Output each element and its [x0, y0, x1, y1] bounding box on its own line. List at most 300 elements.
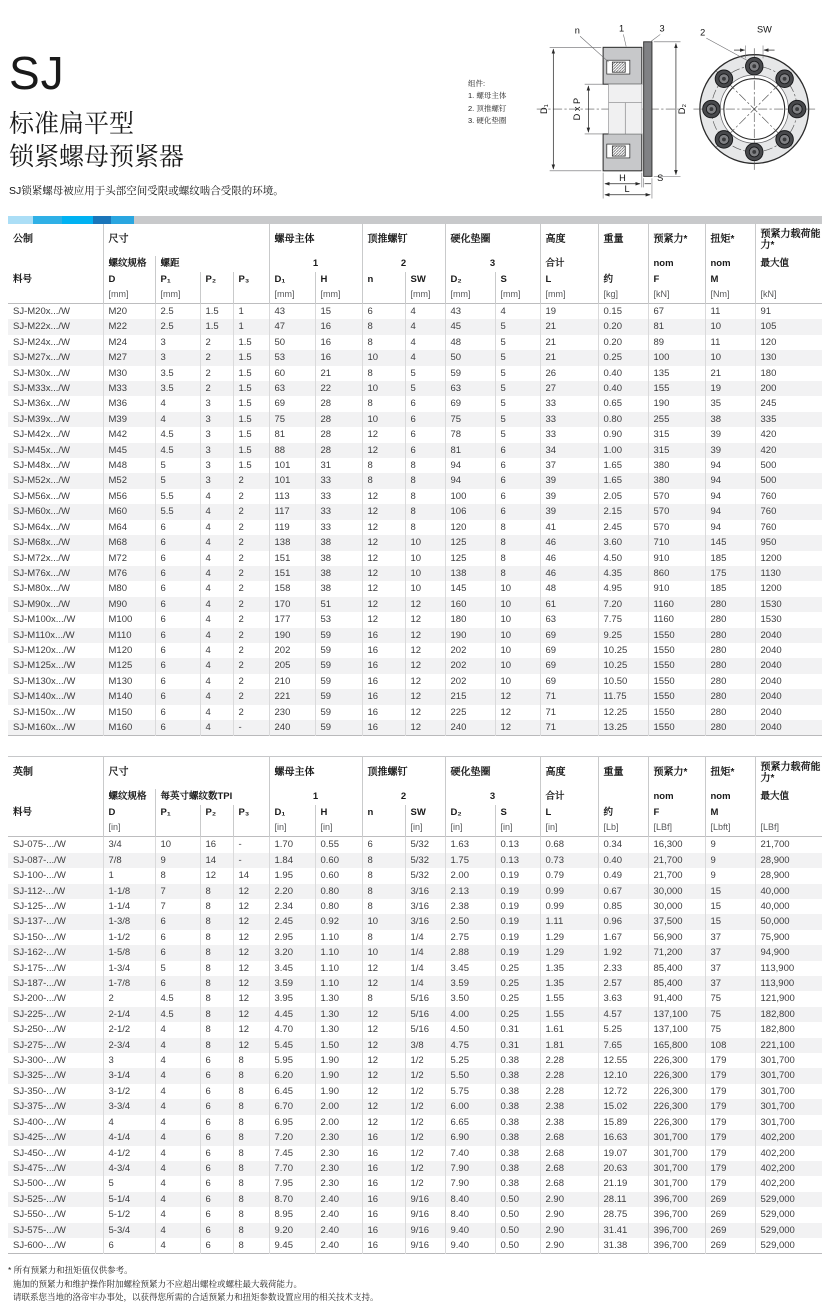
table-cell: 4 [200, 705, 233, 720]
table-cell: 4 [155, 1238, 200, 1254]
torque-sub: nom [705, 256, 755, 272]
table-row [8, 1223, 822, 1238]
table-row [8, 991, 822, 1006]
table-row [8, 1130, 822, 1145]
component-no-2: 2 [362, 789, 445, 805]
table-cell: 33 [315, 504, 362, 519]
table-cell: 5 [103, 1176, 155, 1191]
table-cell: 12 [495, 689, 540, 704]
table-cell: 3.95 [269, 991, 315, 1006]
table-cell: 8 [405, 473, 445, 488]
callout-3: 3 [659, 23, 665, 34]
table-cell: 0.25 [495, 991, 540, 1006]
table-cell: 16 [362, 1130, 405, 1145]
table-row [8, 1099, 822, 1114]
component-no-3: 3 [445, 256, 540, 272]
table-cell: 69 [540, 674, 598, 689]
table-cell: 2.00 [315, 1099, 362, 1114]
table-cell: 4 [200, 674, 233, 689]
table-cell: 35 [705, 396, 755, 411]
table-cell: 0.38 [495, 1161, 540, 1176]
table-cell: 59 [315, 689, 362, 704]
table-cell: 3/16 [405, 899, 445, 914]
table-cell: 8 [405, 520, 445, 535]
table-cell: 529,000 [755, 1223, 822, 1238]
col-unit [200, 821, 233, 837]
table-cell: 0.80 [598, 412, 648, 427]
table-cell: 46 [540, 566, 598, 581]
table-cell: 0.60 [315, 868, 362, 883]
title-block [9, 47, 284, 209]
table-cell: 0.49 [598, 868, 648, 883]
table-cell: 2.30 [315, 1130, 362, 1145]
table-cell: 1530 [755, 597, 822, 612]
table-cell: 1.55 [540, 991, 598, 1006]
table-cell: 2040 [755, 705, 822, 720]
table-cell: 5/16 [405, 991, 445, 1006]
region-label: 公制 [13, 234, 33, 245]
table-cell: 240 [269, 720, 315, 736]
table-cell: 0.92 [315, 914, 362, 929]
table-cell: 4 [155, 1084, 200, 1099]
table-cell: 710 [648, 535, 705, 550]
table-cell: 6 [200, 1176, 233, 1191]
col-symbol: P₁ [155, 805, 200, 821]
table-cell: 1.65 [598, 458, 648, 473]
table-cell: 177 [269, 612, 315, 627]
table-row [8, 427, 822, 442]
table-cell: 2 [233, 566, 269, 581]
technical-drawing [468, 16, 828, 208]
table-cell: 0.15 [598, 304, 648, 320]
jack-screw-section [612, 62, 625, 72]
table-row [8, 1192, 822, 1207]
table-cell: 121,900 [755, 991, 822, 1006]
table-cell: 4 [200, 581, 233, 596]
pitch-label: 螺距 [155, 256, 269, 272]
table-cell: M60 [103, 504, 155, 519]
table-cell: 39 [540, 473, 598, 488]
table-cell: 9/16 [405, 1238, 445, 1254]
table-cell: 9 [705, 853, 755, 868]
table-cell: 1.75 [445, 853, 495, 868]
table-cell: M45 [103, 443, 155, 458]
table-cell: 5 [405, 381, 445, 396]
col-unit: [kN] [648, 288, 705, 304]
table-cell: 226,300 [648, 1084, 705, 1099]
table-cell: 85,400 [648, 976, 705, 991]
table-cell: 0.19 [495, 884, 540, 899]
table-row [8, 396, 822, 411]
table-cell: 6 [200, 1207, 233, 1222]
table-cell: 59 [315, 658, 362, 673]
table-cell: SJ-100-.../W [13, 870, 66, 882]
table-cell: 0.13 [495, 853, 540, 868]
col-unit: [mm] [495, 288, 540, 304]
table-cell: 145 [705, 535, 755, 550]
table-cell: 179 [705, 1130, 755, 1145]
table-cell: 0.80 [315, 884, 362, 899]
table-cell: 1 [103, 868, 155, 883]
table-cell: SJ-M52x.../W [13, 475, 71, 487]
table-cell: 10 [362, 412, 405, 427]
table-cell: 75 [269, 412, 315, 427]
table-cell: 8 [495, 520, 540, 535]
table-cell: 226,300 [648, 1099, 705, 1114]
table-cell: 5 [405, 366, 445, 381]
table-cell: 1.35 [540, 976, 598, 991]
table-row [8, 1146, 822, 1161]
table-cell: SJ-525-.../W [13, 1193, 66, 1205]
table-cell: 4 [155, 1115, 200, 1130]
table-cell: 3 [200, 427, 233, 442]
table-cell: 39 [705, 443, 755, 458]
table-cell: - [233, 837, 269, 853]
table-cell: 8 [200, 961, 233, 976]
table-cell: 420 [755, 427, 822, 442]
table-cell: 37 [705, 961, 755, 976]
table-cell: SJ-M160x.../W [13, 721, 76, 733]
table-cell: 22 [315, 381, 362, 396]
table-cell: 8 [362, 899, 405, 914]
col-symbol: n [362, 272, 405, 288]
table-cell: 8 [200, 1022, 233, 1037]
color-bar-segment [8, 216, 33, 224]
table-cell: 28 [315, 443, 362, 458]
table-cell: 12 [405, 643, 445, 658]
col-symbol [755, 805, 822, 821]
table-cell: 15.89 [598, 1115, 648, 1130]
table-cell: 860 [648, 566, 705, 581]
table-cell: 1.10 [315, 945, 362, 960]
table-row [8, 489, 822, 504]
table-cell: M24 [103, 335, 155, 350]
col-unit: [in] [269, 821, 315, 837]
table-cell: 226,300 [648, 1115, 705, 1130]
table-cell: 2.40 [315, 1192, 362, 1207]
table-cell: 4 [200, 658, 233, 673]
table-cell: 6 [200, 1084, 233, 1099]
table-cell: 10 [405, 535, 445, 550]
table-cell: 10.50 [598, 674, 648, 689]
table-cell: M56 [103, 489, 155, 504]
table-cell: 179 [705, 1068, 755, 1083]
table-row [8, 961, 822, 976]
table-cell: 280 [705, 720, 755, 736]
table-cell: SJ-225-.../W [13, 1008, 66, 1020]
table-cell: 269 [705, 1223, 755, 1238]
table-cell: 6 [200, 1099, 233, 1114]
table-cell: 12 [233, 1038, 269, 1053]
col-unit: [mm] [405, 288, 445, 304]
table-cell: 21,700 [648, 853, 705, 868]
table-cell: 38 [315, 566, 362, 581]
table-cell: 7 [155, 884, 200, 899]
table-cell: 40,000 [755, 899, 822, 914]
col-unit: [kg] [598, 288, 648, 304]
table-cell: 301,700 [648, 1146, 705, 1161]
table-cell: 13.25 [598, 720, 648, 736]
table-cell: 0.31 [495, 1022, 540, 1037]
table-cell: 0.20 [598, 319, 648, 334]
legend-item: 3. 硬化垫圈 [468, 116, 507, 126]
group-jack-screws: 顶推螺钉 [362, 757, 445, 790]
table-cell: 12 [362, 1038, 405, 1053]
table-cell: 301,700 [648, 1130, 705, 1145]
group-nut-body: 螺母主体 [269, 224, 362, 256]
height-sub: 合计 [540, 789, 598, 805]
table-row [8, 335, 822, 350]
table-cell: 6 [155, 551, 200, 566]
table-cell: 78 [445, 427, 495, 442]
table-cell: 10 [495, 643, 540, 658]
table-cell: 15 [705, 914, 755, 929]
table-cell: 2.57 [598, 976, 648, 991]
col-symbol: D [103, 805, 155, 821]
table-cell: 280 [705, 628, 755, 643]
table-cell: 6 [405, 443, 445, 458]
table-cell: SJ-M68x.../W [13, 537, 71, 549]
table-cell: 3/4 [103, 837, 155, 853]
table-cell: SJ-187-.../W [13, 978, 66, 990]
table-cell: 8 [233, 1146, 269, 1161]
table-cell: 2.68 [540, 1146, 598, 1161]
component-no-2: 2 [362, 256, 445, 272]
table-cell: 9.45 [269, 1238, 315, 1254]
tables-area [8, 216, 822, 1304]
group-weight: 重量 [598, 757, 648, 790]
table-cell: 2.00 [315, 1115, 362, 1130]
table-cell: SJ-M100x.../W [13, 614, 76, 626]
table-cell: SJ-M130x.../W [13, 675, 76, 687]
legend-item: 2. 顶推螺钉 [468, 103, 507, 113]
table-cell: 570 [648, 504, 705, 519]
table-cell: 2 [233, 489, 269, 504]
table-cell: 2.28 [540, 1084, 598, 1099]
table-cell: 1-7/8 [103, 976, 155, 991]
table-cell: 402,200 [755, 1130, 822, 1145]
table-cell: 12 [362, 535, 405, 550]
table-cell: 4.00 [445, 1007, 495, 1022]
col-symbol: P₁ [155, 272, 200, 288]
table-cell: 8 [405, 489, 445, 504]
table-cell: 3-3/4 [103, 1099, 155, 1114]
table-row [8, 643, 822, 658]
table-cell: 1/2 [405, 1115, 445, 1130]
table-cell: 210 [269, 674, 315, 689]
table-cell: 28,900 [755, 853, 822, 868]
thread-spec-label: 螺纹规格 [103, 256, 155, 272]
table-cell: 5 [155, 961, 200, 976]
table-cell: 760 [755, 520, 822, 535]
table-cell: 3-1/4 [103, 1068, 155, 1083]
table-cell: 280 [705, 705, 755, 720]
table-row [8, 1068, 822, 1083]
table-cell: 3 [103, 1053, 155, 1068]
table-cell: 200 [755, 381, 822, 396]
table-cell: 31.41 [598, 1223, 648, 1238]
table-cell: 1/2 [405, 1053, 445, 1068]
table-cell: M22 [103, 319, 155, 334]
table-cell: 6 [103, 1238, 155, 1254]
table-cell: 8 [233, 1223, 269, 1238]
table-cell: 225 [445, 705, 495, 720]
table-cell: 1 [233, 319, 269, 334]
table-cell: 138 [445, 566, 495, 581]
table-cell: 3 [200, 412, 233, 427]
table-cell: M150 [103, 705, 155, 720]
accent-color-bar [8, 216, 822, 224]
table-cell: 8 [200, 930, 233, 945]
table-row [8, 945, 822, 960]
table-cell: 1.30 [315, 1022, 362, 1037]
table-cell: 21 [315, 366, 362, 381]
table-cell: M80 [103, 581, 155, 596]
table-cell: 10 [495, 612, 540, 627]
table-cell: 16 [362, 705, 405, 720]
table-cell: SJ-M45x.../W [13, 444, 71, 456]
table-cell: 91,400 [648, 991, 705, 1006]
table-cell: 3.63 [598, 991, 648, 1006]
table-cell: 19 [540, 304, 598, 320]
col-symbol: F [648, 272, 705, 288]
table-cell: 7.20 [598, 597, 648, 612]
col-unit: [in] [103, 821, 155, 837]
table-cell: 12 [233, 884, 269, 899]
table-cell: 8 [362, 396, 405, 411]
table-cell: 185 [705, 581, 755, 596]
table-cell: 1-1/2 [103, 930, 155, 945]
table-cell: 16 [362, 1192, 405, 1207]
table-cell: 205 [269, 658, 315, 673]
col-symbol: n [362, 805, 405, 821]
table-cell: 1130 [755, 566, 822, 581]
table-cell: 2040 [755, 658, 822, 673]
table-cell: 202 [445, 674, 495, 689]
table-cell: 8 [233, 1068, 269, 1083]
table-cell: 113,900 [755, 976, 822, 991]
table-cell: 81 [445, 443, 495, 458]
table-cell: 69 [445, 396, 495, 411]
group-capacity: 预紧力载荷能力* [755, 224, 822, 256]
table-cell: 1.81 [540, 1038, 598, 1053]
table-cell: 0.38 [495, 1115, 540, 1130]
table-cell: 5.25 [445, 1053, 495, 1068]
table-cell: 8.95 [269, 1207, 315, 1222]
table-cell: 7/8 [103, 853, 155, 868]
color-bar-segment [33, 216, 62, 224]
table-cell: 12 [362, 427, 405, 442]
table-cell: 6 [200, 1130, 233, 1145]
table-cell: 8 [405, 458, 445, 473]
table-cell: 39 [540, 489, 598, 504]
table-cell: 3 [200, 473, 233, 488]
table-cell: 94 [705, 473, 755, 488]
table-cell: 6.20 [269, 1068, 315, 1083]
table-cell: 12 [405, 612, 445, 627]
col-unit: [mm] [315, 288, 362, 304]
table-cell: SJ-M90x.../W [13, 598, 71, 610]
table-cell: 2040 [755, 689, 822, 704]
table-cell: 6 [495, 504, 540, 519]
table-cell: 2.30 [315, 1146, 362, 1161]
table-cell: 182,800 [755, 1007, 822, 1022]
table-cell: 16.63 [598, 1130, 648, 1145]
table-row [8, 720, 822, 736]
table-cell: 760 [755, 489, 822, 504]
table-cell: SJ-500-.../W [13, 1178, 66, 1190]
table-cell: 1-5/8 [103, 945, 155, 960]
table-cell: SJ-M20x.../W [13, 306, 71, 317]
product-title-line2: 锁紧螺母预紧器 [9, 142, 185, 171]
col-unit: [LBf] [755, 821, 822, 837]
table-cell: 12 [362, 551, 405, 566]
table-cell: 12 [495, 720, 540, 736]
table-cell: 6 [362, 837, 405, 853]
table-cell: 2-1/4 [103, 1007, 155, 1022]
table-cell: 9.25 [598, 628, 648, 643]
table-cell: 41 [540, 520, 598, 535]
table-cell: 8 [362, 868, 405, 883]
table-cell: SJ-175-.../W [13, 962, 66, 974]
table-cell: 335 [755, 412, 822, 427]
table-cell: 71 [540, 705, 598, 720]
table-cell: 63 [540, 612, 598, 627]
table-cell: 396,700 [648, 1223, 705, 1238]
table-cell: 0.38 [495, 1084, 540, 1099]
table-cell: 6 [155, 705, 200, 720]
table-cell: 5.45 [269, 1038, 315, 1053]
col-symbol: D₁ [269, 272, 315, 288]
table-cell: 7.75 [598, 612, 648, 627]
table-cell: 4 [103, 1115, 155, 1130]
table-cell: 135 [648, 366, 705, 381]
table-cell: 8 [362, 335, 405, 350]
table-cell: 16 [362, 1176, 405, 1191]
table-cell: M27 [103, 350, 155, 365]
table-cell: 21 [540, 350, 598, 365]
table-cell: 8 [233, 1176, 269, 1191]
table-cell: 53 [315, 612, 362, 627]
table-cell: 4 [200, 551, 233, 566]
table-cell: 221,100 [755, 1038, 822, 1053]
col-unit [8, 821, 103, 837]
table-cell: 5/16 [405, 1022, 445, 1037]
dim-label-d1: D₁ [538, 104, 549, 114]
table-cell: SJ-M27x.../W [13, 352, 71, 364]
table-row [8, 868, 822, 883]
table-cell: SJ-M72x.../W [13, 552, 71, 564]
table-cell: 6 [405, 427, 445, 442]
table-cell: 12 [362, 443, 405, 458]
table-cell: 8 [362, 991, 405, 1006]
table-cell: 6 [155, 914, 200, 929]
table-cell: 2.38 [445, 899, 495, 914]
table-cell: 53 [269, 350, 315, 365]
table-cell: 190 [648, 396, 705, 411]
table-cell: 2040 [755, 720, 822, 736]
table-cell: 0.34 [598, 837, 648, 853]
table-cell: 1.90 [315, 1053, 362, 1068]
table-cell: 4 [405, 335, 445, 350]
group-height: 高度 [540, 757, 598, 790]
table-cell: 5.5 [155, 504, 200, 519]
table-cell: 7.70 [269, 1161, 315, 1176]
table-cell: 16 [200, 837, 233, 853]
table-cell: 2 [200, 381, 233, 396]
table-cell: 59 [315, 674, 362, 689]
table-cell: 6 [495, 489, 540, 504]
